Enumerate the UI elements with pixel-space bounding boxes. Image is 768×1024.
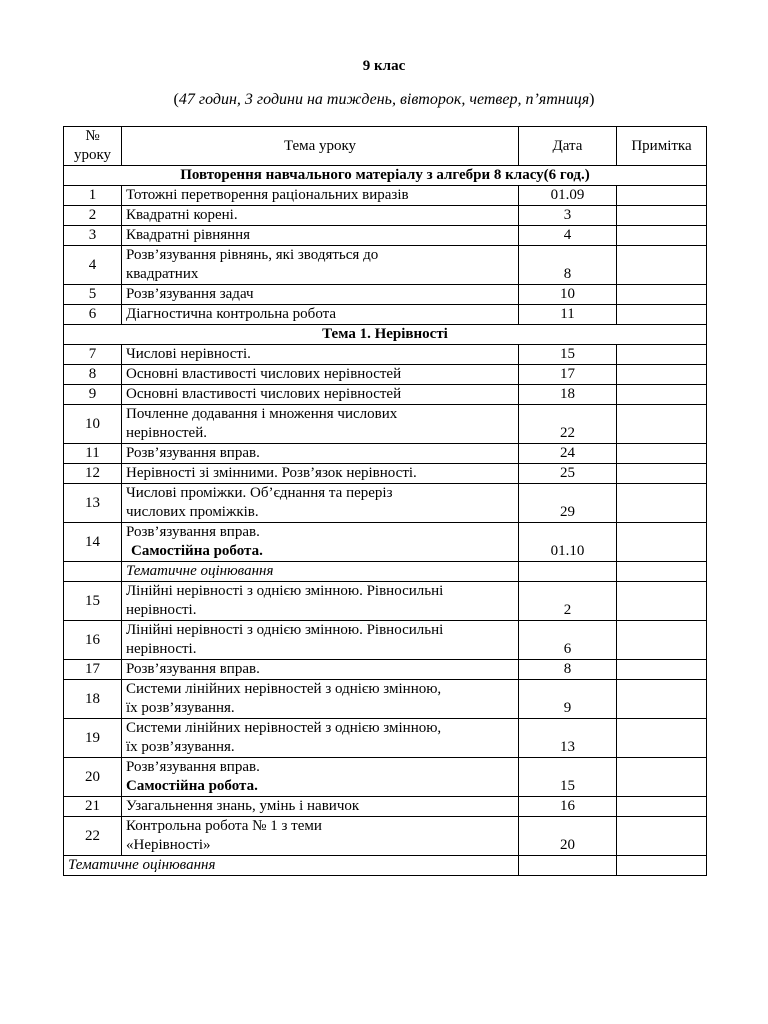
lesson-date: 20: [519, 817, 617, 856]
lesson-note: [617, 365, 707, 385]
lesson-date: 24: [519, 444, 617, 464]
lesson-topic: Почленне додавання і множення числових нерівностей.: [122, 405, 519, 444]
table-row: [64, 582, 707, 621]
table-row: [64, 246, 707, 285]
lesson-number: 4: [64, 246, 122, 285]
lesson-date: 17: [519, 365, 617, 385]
table-row: [64, 305, 707, 325]
lesson-topic: Розв’язування вправ.: [122, 444, 519, 464]
lesson-date: 29: [519, 484, 617, 523]
table-row: [64, 226, 707, 246]
lesson-topic: Контрольна робота № 1 з теми «Нерівності»: [122, 817, 519, 856]
lesson-number: 9: [64, 385, 122, 405]
page-subtitle: [0, 91, 768, 109]
lesson-note: [617, 523, 707, 562]
table-row: [64, 660, 707, 680]
lesson-note: [617, 385, 707, 405]
lesson-date: 3: [519, 206, 617, 226]
lesson-plan-table: [63, 126, 707, 876]
lesson-topic: Узагальнення знань, умінь і навичок: [122, 797, 519, 817]
lesson-number: 19: [64, 719, 122, 758]
lesson-date: 16: [519, 797, 617, 817]
lesson-note: [617, 186, 707, 206]
lesson-date: 15: [519, 758, 617, 797]
table-row: [64, 405, 707, 444]
lesson-note: [617, 345, 707, 365]
page-title: 9 клас: [362, 58, 406, 74]
lesson-date: 22: [519, 405, 617, 444]
footer-date: [519, 856, 617, 876]
header-lesson-topic: Тема уроку: [122, 127, 519, 166]
lesson-number: 8: [64, 365, 122, 385]
lesson-date: 01.09: [519, 186, 617, 206]
table-row: [64, 680, 707, 719]
lesson-date: 18: [519, 385, 617, 405]
lesson-number: 1: [64, 186, 122, 206]
header-note: Примітка: [617, 127, 707, 166]
lesson-note: [617, 680, 707, 719]
section-title: Тема 1. Нерівності: [64, 325, 707, 345]
table-row: [64, 758, 707, 797]
table-row: [64, 444, 707, 464]
lesson-note: [617, 797, 707, 817]
lesson-date: 15: [519, 345, 617, 365]
lesson-topic: Числові нерівності.: [122, 345, 519, 365]
lesson-topic: Тематичне оцінювання: [122, 562, 519, 582]
table-row: [64, 385, 707, 405]
footer-note: [617, 856, 707, 876]
table-header-row: [64, 127, 707, 166]
table-row: [64, 621, 707, 660]
section-title: Повторення навчального матеріалу з алгебри 8 класу(6 год.): [64, 166, 707, 186]
lesson-number: 2: [64, 206, 122, 226]
lesson-topic: Тотожні перетворення раціональних виразів: [122, 186, 519, 206]
lesson-number: 12: [64, 464, 122, 484]
lesson-note: [617, 285, 707, 305]
footer-assessment: Тематичне оцінювання: [64, 856, 519, 876]
lesson-note: [617, 621, 707, 660]
lesson-date: 11: [519, 305, 617, 325]
lesson-date: 10: [519, 285, 617, 305]
table-row: [64, 206, 707, 226]
lesson-number: 5: [64, 285, 122, 305]
lesson-number: 10: [64, 405, 122, 444]
lesson-date: 8: [519, 660, 617, 680]
lesson-note: [617, 444, 707, 464]
lesson-topic: Розв’язування вправ. Самостійна робота.: [122, 523, 519, 562]
lesson-topic: Квадратні рівняння: [122, 226, 519, 246]
lesson-date: 01.10: [519, 523, 617, 562]
lesson-topic: Лінійні нерівності з однією змінною. Рівносильні нерівності.: [122, 621, 519, 660]
lesson-number: 20: [64, 758, 122, 797]
lesson-note: [617, 405, 707, 444]
lesson-number: 16: [64, 621, 122, 660]
section-row-topic1: [64, 325, 707, 345]
lesson-topic: Діагностична контрольна робота: [122, 305, 519, 325]
lesson-topic: Квадратні корені.: [122, 206, 519, 226]
lesson-note: [617, 660, 707, 680]
lesson-note: [617, 484, 707, 523]
lesson-number: 13: [64, 484, 122, 523]
lesson-note: [617, 206, 707, 226]
lesson-note: [617, 817, 707, 856]
lesson-number: 18: [64, 680, 122, 719]
lesson-number: 15: [64, 582, 122, 621]
lesson-topic: Розв’язування задач: [122, 285, 519, 305]
table-row: [64, 484, 707, 523]
lesson-number: 6: [64, 305, 122, 325]
lesson-note: [617, 226, 707, 246]
lesson-note: [617, 246, 707, 285]
lesson-topic: Лінійні нерівності з однією змінною. Рівносильні нерівності.: [122, 582, 519, 621]
table-row: [64, 817, 707, 856]
lesson-topic: Розв’язування рівнянь, які зводяться до квадратних: [122, 246, 519, 285]
lesson-topic: Системи лінійних нерівностей з однією змінною, їх розв’язування.: [122, 680, 519, 719]
lesson-number: [64, 562, 122, 582]
table-row: [64, 719, 707, 758]
lesson-date: 6: [519, 621, 617, 660]
lesson-date: 8: [519, 246, 617, 285]
lesson-topic: Основні властивості числових нерівностей: [122, 385, 519, 405]
table-row: [64, 523, 707, 562]
subtitle-open-paren: (: [173, 91, 179, 108]
lesson-topic: Розв’язування вправ. Самостійна робота.: [122, 758, 519, 797]
lesson-topic: Основні властивості числових нерівностей: [122, 365, 519, 385]
header-date: Дата: [519, 127, 617, 166]
lesson-topic: Системи лінійних нерівностей з однією змінною, їх розв’язування.: [122, 719, 519, 758]
table-row: [64, 365, 707, 385]
lesson-date: 13: [519, 719, 617, 758]
lesson-date: 4: [519, 226, 617, 246]
table-row: [64, 186, 707, 206]
lesson-topic: Розв’язування вправ.: [122, 660, 519, 680]
section-row-review: [64, 166, 707, 186]
table-row: [64, 285, 707, 305]
lesson-note: [617, 582, 707, 621]
lesson-number: 7: [64, 345, 122, 365]
lesson-note: [617, 562, 707, 582]
lesson-number: 14: [64, 523, 122, 562]
lesson-number: 21: [64, 797, 122, 817]
lesson-number: 17: [64, 660, 122, 680]
lesson-date: 9: [519, 680, 617, 719]
lesson-number: 3: [64, 226, 122, 246]
table-row: [64, 345, 707, 365]
table-row-assessment: [64, 562, 707, 582]
lesson-topic: Нерівності зі змінними. Розв’язок нерівності.: [122, 464, 519, 484]
lesson-note: [617, 464, 707, 484]
table-row: [64, 464, 707, 484]
lesson-date: 2: [519, 582, 617, 621]
lesson-note: [617, 758, 707, 797]
subtitle-text: 47 годин, 3 години на тиждень, вівторок, четвер, п’ятниця: [178, 91, 590, 108]
lesson-number: 22: [64, 817, 122, 856]
table-footer-row: [64, 856, 707, 876]
lesson-topic: Числові проміжки. Об’єднання та переріз числових проміжків.: [122, 484, 519, 523]
table-row: [64, 797, 707, 817]
lesson-note: [617, 719, 707, 758]
lesson-note: [617, 305, 707, 325]
lesson-number: 11: [64, 444, 122, 464]
lesson-date: [519, 562, 617, 582]
header-lesson-number: № уроку: [64, 127, 122, 166]
lesson-date: 25: [519, 464, 617, 484]
subtitle-close-paren: ): [589, 91, 595, 108]
